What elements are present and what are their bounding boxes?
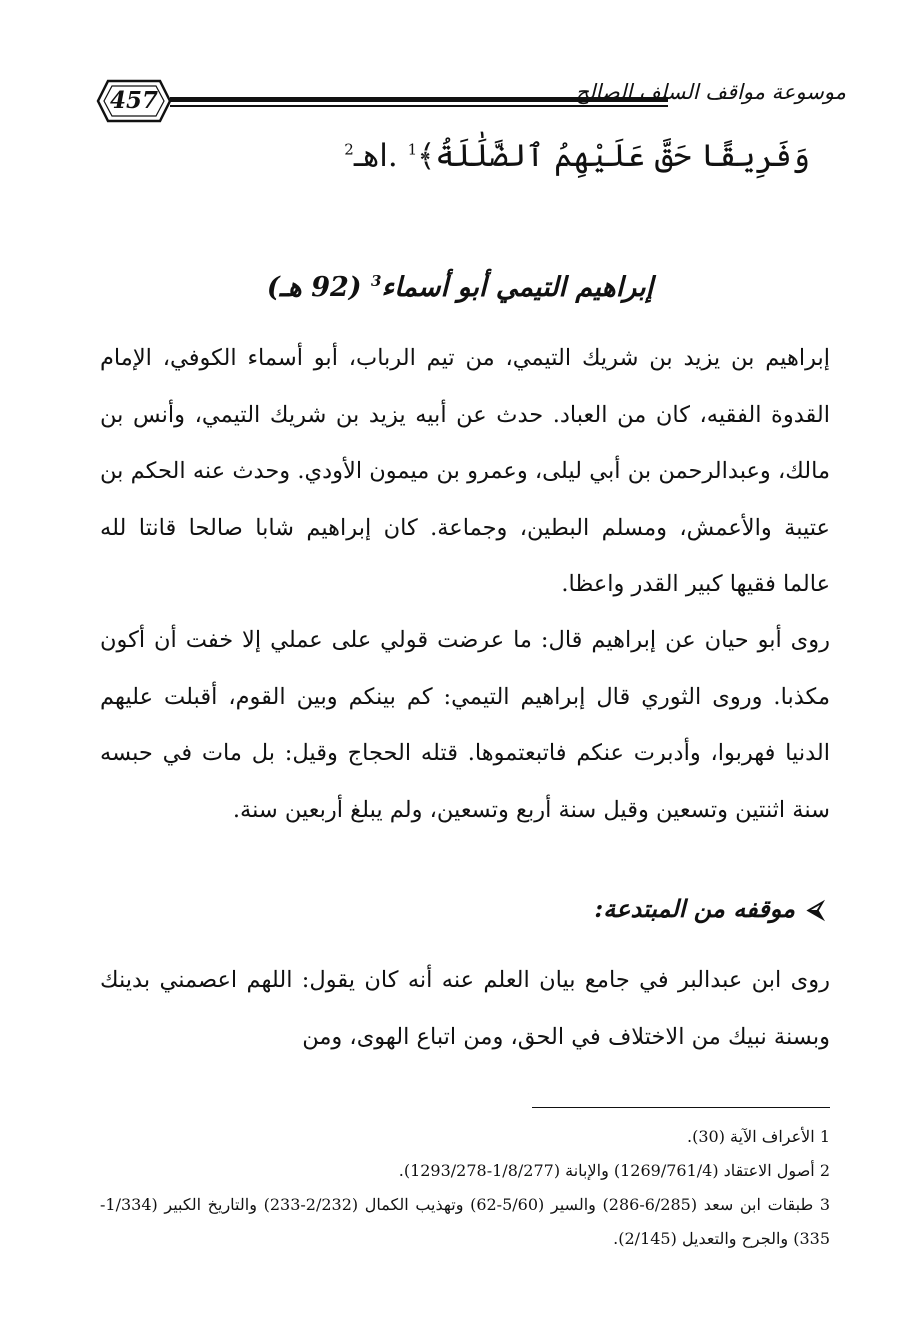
footnote-number: 1 (819, 1127, 830, 1146)
heading-date: (92 هـ) (266, 272, 362, 303)
page-number-badge (96, 78, 172, 124)
page-number: 457 (109, 87, 158, 114)
subsection-heading (324, 894, 824, 923)
footnote (100, 1154, 830, 1188)
footnote-text: طبقات ابن سعد (6/285-286) والسير (5/60-62) وتهذيب الكمال (2/232-233) والتاريخ الكبير (1/334-335) والجرح والتعديل (2/145). (100, 1195, 830, 1248)
series-title: موسوعة مواقف السلف الصالح (575, 80, 846, 104)
footnote-text: الأعراف الآية (30). (687, 1127, 815, 1146)
stance-paragraph: روى ابن عبدالبر في جامع بيان العلم عنه أنه كان يقول: اللهم اعصمني بدينك وبسنة نبيك من الاختلاف في الحق، ومن اتباع الهوى، ومن (100, 967, 830, 1050)
footnotes (100, 1120, 830, 1256)
verse-text: وَفَرِيقًا حَقَّ عَلَيْهِمُ ٱلضَّلَٰلَةُ﴾ (417, 138, 810, 174)
quran-verse-line (250, 138, 810, 174)
footnote-divider (532, 1107, 830, 1108)
footnote (100, 1120, 830, 1154)
footnote-ref: 2 (344, 140, 354, 159)
arrow-bullet-icon: ⮘ (806, 894, 824, 923)
footnote-number: 3 (819, 1195, 831, 1214)
footnote-ref: 1 (407, 140, 418, 159)
biography-paragraph: إبراهيم بن يزيد بن شريك التيمي، من تيم الرباب، أبو أسماء الكوفي، الإمام القدوة الفقيه، كان من العباد. حدث عن أبيه يزيد بن شريك التيمي، وأنس بن مالك، وعبدالرحمن بن أبي ليلى، وعمرو بن ميمون الأودي. وحدث عنه الحكم بن عتيبة والأعمش، ومسلم البطين، وجماعة. كان إبراهيم شابا صالحا قانتا لله عالما فقيها كبير القدر واعظا. (100, 345, 830, 597)
footnote-number: 2 (819, 1161, 830, 1180)
footnote (100, 1188, 830, 1256)
verse-suffix: .اهـ (353, 138, 398, 174)
page-header (96, 78, 846, 128)
footnote-ref: 3 (370, 272, 382, 290)
section-heading (160, 272, 760, 303)
narration-paragraph: روى أبو حيان عن إبراهيم قال: ما عرضت قولي على عملي إلا خفت أن أكون مكذبا. وروى الثوري قال إبراهيم التيمي: كم بينكم وبين القوم، أقبلت عليهم الدنيا فهربوا، وأدبرت عنكم فاتبعتموها. قتله الحجاج وقيل: بل مات في حبسه سنة اثنتين وتسعين وقيل سنة أربع وتسعين، ولم يبلغ أربعين سنة. (100, 627, 830, 823)
header-rule-thin (170, 105, 668, 107)
footnote-text: أصول الاعتقاد (1269/761/4) والإبانة (1/8/277-1293/278). (398, 1161, 815, 1180)
subsection-title: موقفه من المبتدعة: (594, 894, 795, 923)
heading-name: إبراهيم التيمي أبو أسماء (381, 272, 654, 303)
